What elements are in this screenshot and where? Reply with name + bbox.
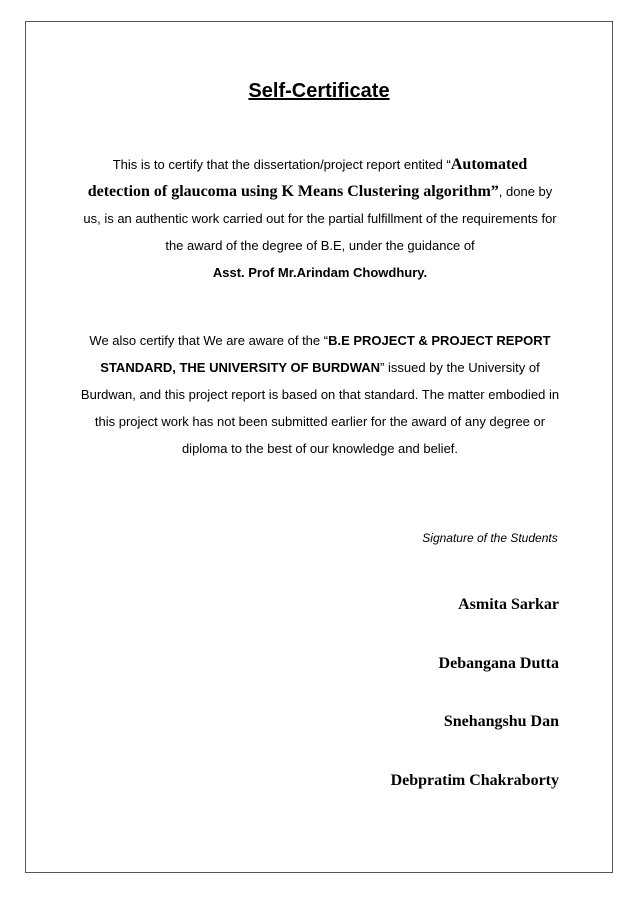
- standard-paragraph: [80, 327, 560, 462]
- standard-name: B.E PROJECT & PROJECT REPORT STANDARD, THE UNIVERSITY OF BURDWAN: [100, 333, 551, 375]
- certification-paragraph: [82, 151, 558, 286]
- student-name: Debpratim Chakraborty: [390, 772, 559, 789]
- para1-intro: This is to certify that the dissertation/project report entited “: [112, 157, 451, 172]
- student-name: Snehangshu Dan: [443, 713, 559, 730]
- para1-rest: , done by us, is an authentic work carried out for the partial fulfillment of the requirements for the award of the degree of B.E, under the guidance of: [83, 184, 557, 253]
- guide-name: Asst. Prof Mr.Arindam Chowdhury.: [212, 265, 428, 280]
- student-name: Debangana Dutta: [438, 655, 559, 672]
- page-title: Self-Certificate: [248, 80, 390, 102]
- signature-heading: Signature of the Students: [422, 531, 558, 545]
- project-title: Automated detection of glaucoma using K Means Clustering algorithm: [87, 156, 528, 200]
- student-name: Asmita Sarkar: [458, 596, 559, 613]
- para1-quote-close: ”: [490, 183, 499, 200]
- para2-rest: ” issued by the University of Burdwan, and this project report is based on that standard. The matter embodied in this project work has not been submitted earlier for the award of any degree or diploma to the best of our knowledge and belief.: [80, 360, 560, 456]
- para2-intro: We also certify that We are aware of the “: [89, 333, 329, 348]
